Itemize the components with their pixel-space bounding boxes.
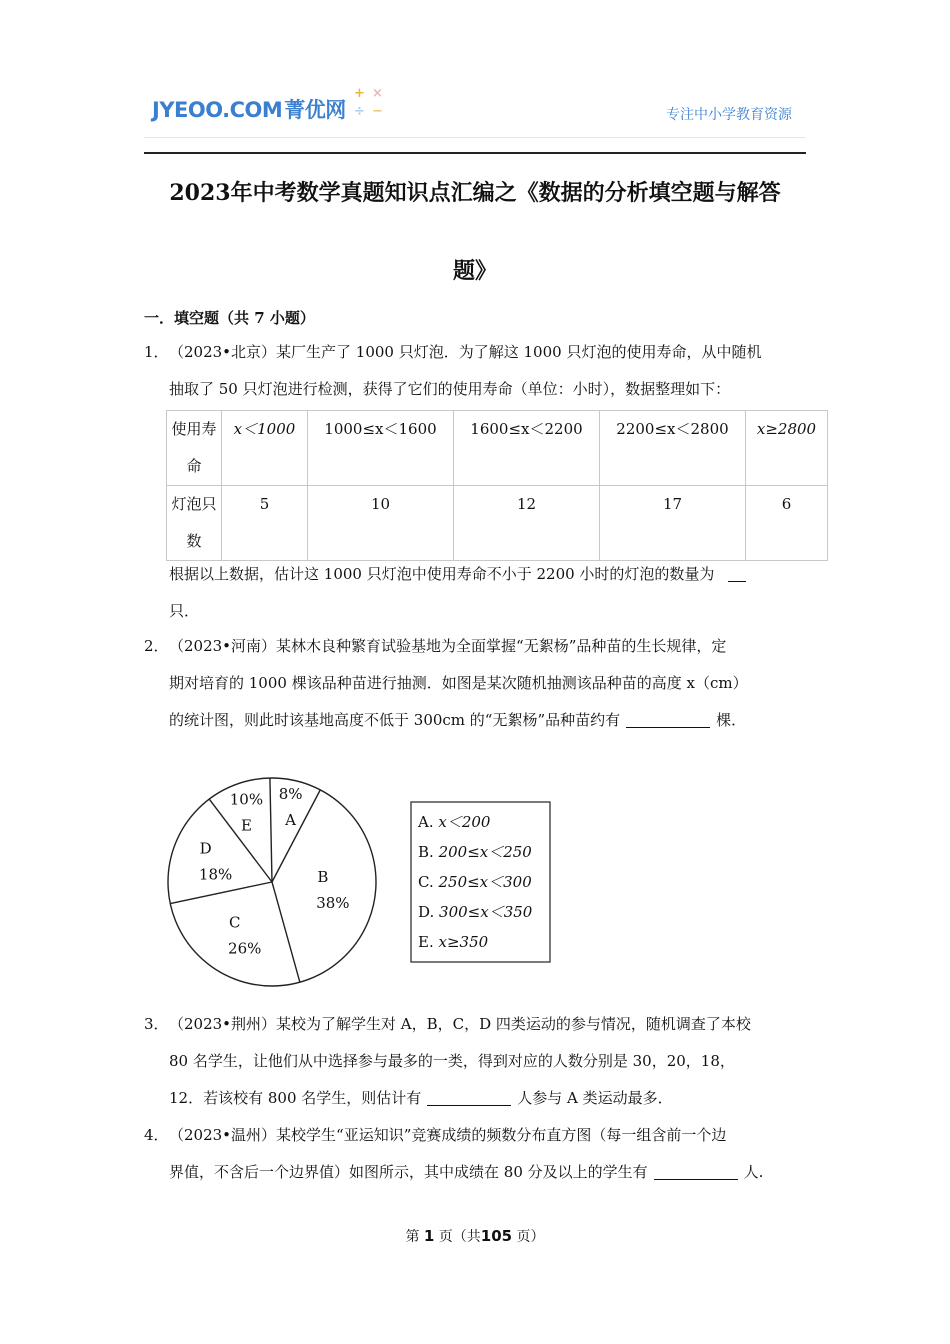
question-text: 人. [743, 1163, 764, 1181]
legend-entry [418, 903, 533, 921]
table-cell: 12 [454, 486, 600, 561]
question-text: （2023•温州）某校学生“亚运知识”竞赛成绩的频数分布直方图（每一组含前一个边 [169, 1126, 727, 1144]
page-footer [0, 1226, 950, 1246]
divide-icon: ÷ [354, 104, 365, 119]
cell-text: 灯泡只 [171, 495, 217, 513]
question-text: 根据以上数据，估计这 1000 只灯泡中使用寿命不小于 2200 小时的灯泡的数量为 [169, 565, 715, 583]
answer-blank[interactable] [654, 1164, 738, 1180]
question-text: 的统计图，则此时该基地高度不低于 300cm 的“无絮杨”品种苗约有 [169, 711, 621, 729]
pie-slice-label: D [199, 839, 212, 858]
question-text: （2023•河南）某林木良种繁育试验基地为全面掌握“无絮杨”品种苗的生长规律，定 [169, 637, 727, 655]
pie-slice-label: B [317, 868, 329, 887]
question-text: 界值，不含后一个边界值）如图所示，其中成绩在 80 分及以上的学生有 [169, 1163, 648, 1181]
legend-entry [418, 873, 532, 891]
tagline: 专注中小学教育资源 [666, 107, 792, 123]
cell-text: 2200≤x＜2800 [616, 420, 729, 438]
table-cell: 10 [308, 486, 454, 561]
table-cell [454, 411, 600, 486]
math-operators-icon [352, 86, 388, 122]
pie-slice-label: E [240, 816, 252, 835]
table-cell [222, 411, 308, 486]
table-cell [308, 411, 454, 486]
legend-text: x≥350 [438, 933, 489, 951]
page-total: 105 [480, 1227, 513, 1245]
question-1-continued [169, 556, 752, 630]
page-number: 1 [423, 1227, 435, 1245]
table-cell [746, 411, 828, 486]
legend-key: C. [418, 873, 439, 891]
question-text: 只． [169, 602, 200, 620]
question-number: 3． [144, 1015, 169, 1033]
pie-percent-label: 10% [229, 790, 264, 809]
logo-cn-text: 菁优网 [284, 98, 346, 122]
legend-text: x＜200 [438, 813, 491, 831]
cell-text: x≥2800 [756, 420, 817, 438]
footer-text: 页（共 [438, 1229, 481, 1245]
footer-text: 第 [405, 1229, 420, 1245]
plus-icon: + [354, 86, 365, 101]
section-heading: 一．填空题（共 7 小题） [144, 309, 315, 327]
table-row [167, 411, 828, 486]
legend-text: 300≤x＜350 [439, 903, 533, 921]
legend-key: A. [418, 813, 439, 831]
legend-key: E. [418, 933, 439, 951]
question-text: 人参与 A 类运动最多． [517, 1089, 673, 1107]
height-pie-chart [160, 772, 560, 992]
question-number: 2． [144, 637, 169, 655]
cell-text: x＜1000 [233, 420, 296, 438]
question-text: 12．若该校有 800 名学生，则估计有 [169, 1089, 422, 1107]
times-icon: × [372, 86, 383, 101]
cell-text: 使用寿 [171, 420, 217, 438]
legend-key: D. [418, 903, 440, 921]
question-text: 抽取了 50 只灯泡进行检测，获得了它们的使用寿命（单位：小时），数据整理如下： [169, 380, 731, 398]
pie-slice-label: C [228, 913, 241, 932]
cell-text: 命 [186, 457, 202, 475]
table-cell: 5 [222, 486, 308, 561]
legend-text: 250≤x＜300 [438, 873, 532, 891]
jyeoo-logo[interactable] [152, 94, 346, 124]
table-row [167, 486, 828, 561]
pie-percent-label: 26% [228, 939, 262, 958]
legend-entry [417, 813, 491, 831]
minus-icon: − [372, 104, 383, 119]
question-text: 期对培育的 1000 棵该品种苗进行抽测．如图是某次随机抽测该品种苗的高度 x（cm） [169, 674, 748, 692]
legend-text: 200≤x＜250 [438, 843, 532, 861]
page-title-line2: 题》 [452, 258, 497, 284]
legend-entry [418, 933, 489, 951]
question-text: （2023•荆州）某校为了解学生对 A，B，C，D 四类运动的参与情况，随机调查了本校 [169, 1015, 751, 1033]
page-title-line1: 2023年中考数学真题知识点汇编之《数据的分析填空题与解答 [169, 180, 781, 206]
answer-blank[interactable] [427, 1090, 511, 1106]
cell-text: 1600≤x＜2200 [470, 420, 583, 438]
cell-text: 数 [186, 532, 202, 550]
table-cell [600, 411, 746, 486]
table-cell: 6 [746, 486, 828, 561]
question-text: 棵． [716, 711, 747, 729]
lifespan-table [166, 410, 828, 561]
answer-blank[interactable] [728, 566, 746, 582]
question-text: 80 名学生，让他们从中选择参与最多的一类，得到对应的人数分别是 30，20，18， [169, 1052, 735, 1070]
pie-percent-label: 8% [278, 785, 303, 804]
question-number: 1． [144, 343, 169, 361]
pie-percent-label: 38% [316, 894, 350, 913]
table-header-cell [167, 486, 222, 561]
question-number: 4． [144, 1126, 169, 1144]
question-text: （2023•北京）某厂生产了 1000 只灯泡．为了解这 1000 只灯泡的使用寿命，从中随机 [169, 343, 762, 361]
title-rule [144, 152, 806, 154]
legend-key: B. [418, 843, 439, 861]
footer-text: 页） [516, 1229, 545, 1245]
table-cell: 17 [600, 486, 746, 561]
pie-slice-label: A [285, 811, 297, 830]
pie-percent-label: 18% [198, 865, 233, 884]
answer-blank[interactable] [626, 712, 710, 728]
cell-text: 1000≤x＜1600 [324, 420, 437, 438]
logo-text: JYEOO.COM [152, 98, 283, 122]
table-header-cell [167, 411, 222, 486]
legend-entry [418, 843, 532, 861]
header-divider [144, 137, 806, 138]
